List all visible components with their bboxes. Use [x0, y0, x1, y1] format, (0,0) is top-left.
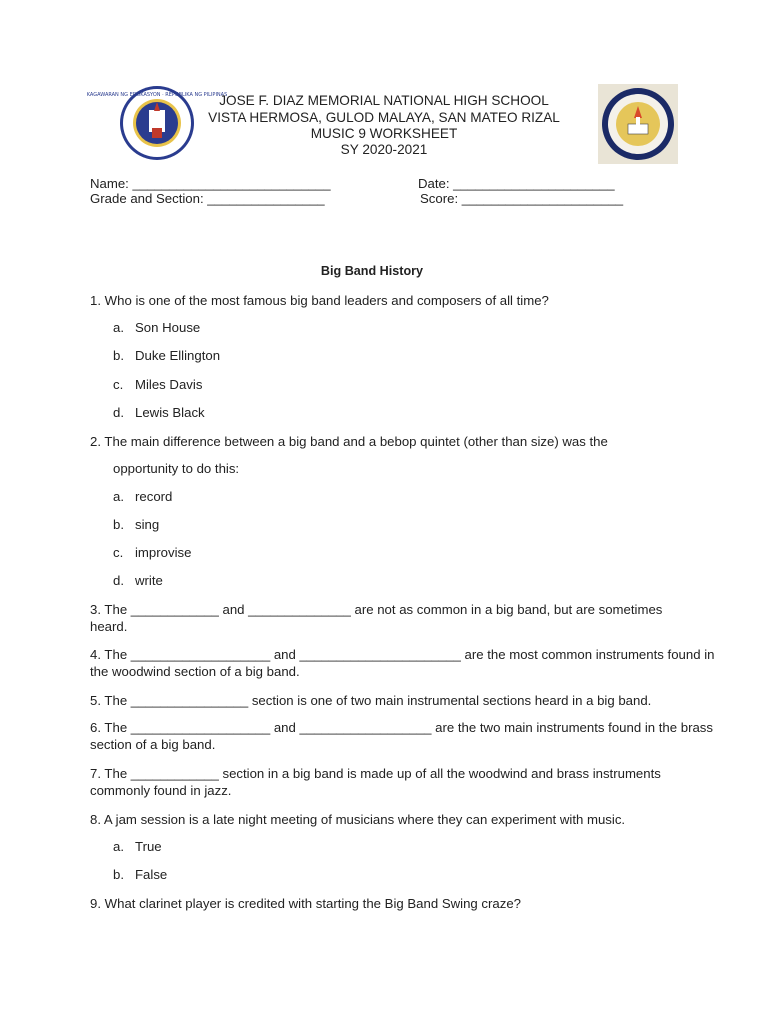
q1-option-a[interactable]: a. Son House — [113, 320, 201, 335]
question-4-continued: the woodwind section of a big band. — [90, 664, 300, 679]
q1-option-b[interactable]: b. Duke Ellington — [113, 348, 221, 363]
q2-option-b[interactable]: b. sing — [113, 517, 160, 532]
question-8: 8. A jam session is a late night meeting of musicians where they can experiment with music. — [90, 812, 626, 827]
worksheet-subject: MUSIC 9 WORKSHEET — [310, 126, 458, 141]
name-field[interactable]: Name: ___________________________ — [90, 176, 331, 191]
question-2-continued: opportunity to do this: — [113, 461, 240, 476]
school-address: VISTA HERMOSA, GULOD MALAYA, SAN MATEO RIZAL — [208, 110, 560, 125]
q2-option-d[interactable]: d. write — [113, 573, 163, 588]
question-3-continued: heard. — [90, 619, 128, 634]
question-4[interactable]: 4. The ___________________ and ______________________ are the most common instruments found in — [90, 647, 715, 662]
school-name: JOSE F. DIAZ MEMORIAL NATIONAL HIGH SCHOOL — [219, 93, 549, 108]
worksheet-title: Big Band History — [320, 264, 424, 278]
date-field[interactable]: Date: ______________________ — [418, 176, 615, 191]
q8-option-a[interactable]: a. True — [113, 839, 162, 854]
question-6[interactable]: 6. The ___________________ and __________________ are the two main instruments found in the brass — [90, 720, 713, 735]
school-year: SY 2020-2021 — [340, 142, 428, 157]
question-9: 9. What clarinet player is credited with starting the Big Band Swing craze? — [90, 896, 522, 911]
question-7[interactable]: 7. The ____________ section in a big band is made up of all the woodwind and brass instruments — [90, 766, 661, 781]
grade-section-field[interactable]: Grade and Section: ________________ — [90, 191, 325, 206]
question-2: 2. The main difference between a big band and a bebop quintet (other than size) was the — [90, 434, 608, 449]
q8-option-b[interactable]: b. False — [113, 867, 168, 882]
question-6-continued: section of a big band. — [90, 737, 216, 752]
left-seal-lettering: KAGAWARAN NG EDUKASYON · REPUBLIKA NG PILIPINAS — [86, 92, 228, 98]
question-7-continued: commonly found in jazz. — [90, 783, 232, 798]
q2-option-a[interactable]: a. record — [113, 489, 173, 504]
q1-option-c[interactable]: c. Miles Davis — [113, 377, 203, 392]
question-3[interactable]: 3. The ____________ and ______________ are not as common in a big band, but are sometimes — [90, 602, 663, 617]
q1-option-d[interactable]: d. Lewis Black — [113, 405, 205, 420]
q2-option-c[interactable]: c. improvise — [113, 545, 192, 560]
score-field[interactable]: Score: ______________________ — [420, 191, 624, 206]
question-1: 1. Who is one of the most famous big band leaders and composers of all time? — [90, 293, 549, 308]
question-5[interactable]: 5. The ________________ section is one of two main instrumental sections heard in a big band. — [90, 693, 652, 708]
